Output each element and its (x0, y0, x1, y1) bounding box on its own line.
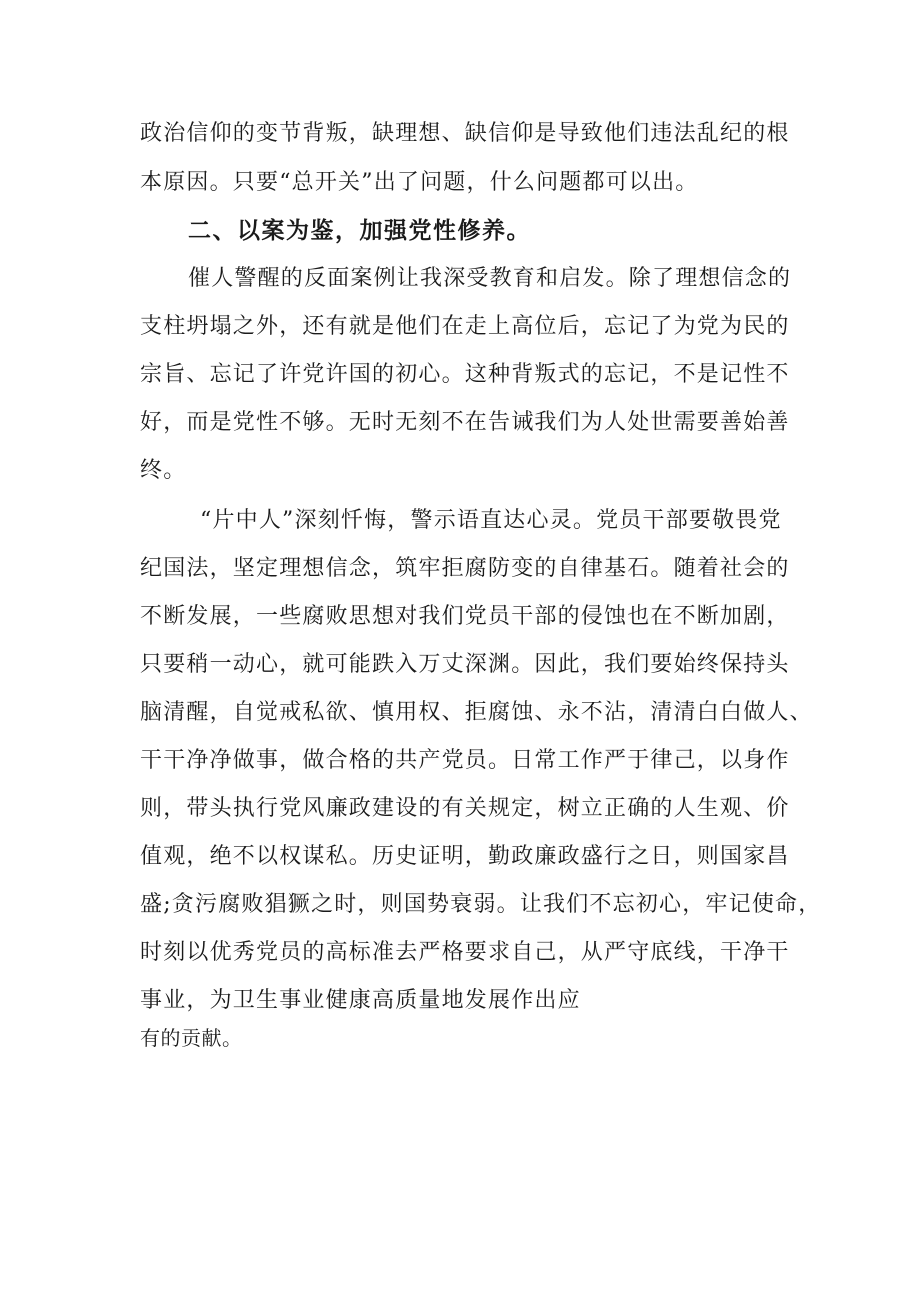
paragraph-line: 本原因。只要“总开关”出了问题，什么问题都可以出。 (140, 170, 699, 195)
paragraph-line: 有的贡献。 (140, 1026, 243, 1050)
paragraph-line: 脑清醒，自觉戒私欲、慎用权、拒腐蚀、永不沾，清清白白做人、 (140, 700, 813, 725)
paragraph-line: 好，而是党性不够。无时无刻不在告诫我们为人处世需要善始善 (140, 410, 790, 435)
paragraph-line: 政治信仰的变节背叛，缺理想、缺信仰是导致他们违法乱纪的根 (140, 121, 790, 146)
paragraph-line: 支柱坍塌之外，还有就是他们在走上高位后，忘记了为党为民的 (140, 314, 790, 339)
paragraph-line: 值观，绝不以权谋私。历史证明，勤政廉政盛行之日，则国家昌 (140, 844, 790, 869)
paragraph-line: 不断发展，一些腐败思想对我们党员干部的侵蚀也在不断加剧， (140, 604, 790, 629)
paragraph-line: 则，带头执行党风廉政建设的有关规定，树立正确的人生观、价 (140, 796, 790, 821)
paragraph-line: 干干净净做事，做合格的共产党员。日常工作严于律己，以身作 (140, 748, 790, 773)
paragraph-line: 事业，为卫生事业健康高质量地发展作出应 (140, 988, 581, 1013)
paragraph-line: 只要稍一动心，就可能跌入万丈深渊。因此，我们要始终保持头 (140, 652, 790, 677)
paragraph-line: 催人警醒的反面案例让我深受教育和启发。除了理想信念的 (188, 266, 792, 291)
section-heading: 二、以案为鉴，加强党性修养。 (188, 218, 531, 244)
paragraph-line: 盛;贪污腐败猖獗之时，则国势衰弱。让我们不忘初心，牢记使命， (140, 892, 822, 917)
paragraph-line: “片中人”深刻忏悔，警示语直达心灵。党员干部要敬畏党 (200, 508, 782, 533)
paragraph-line: 时刻以优秀党员的高标准去严格要求自己，从严守底线，干净干 (140, 940, 790, 965)
paragraph-line: 终。 (140, 458, 187, 483)
paragraph-line: 宗旨、忘记了许党许国的初心。这种背叛式的忘记，不是记性不 (140, 362, 790, 387)
paragraph-line: 纪国法，坚定理想信念，筑牢拒腐防变的自律基石。随着社会的 (140, 556, 790, 581)
